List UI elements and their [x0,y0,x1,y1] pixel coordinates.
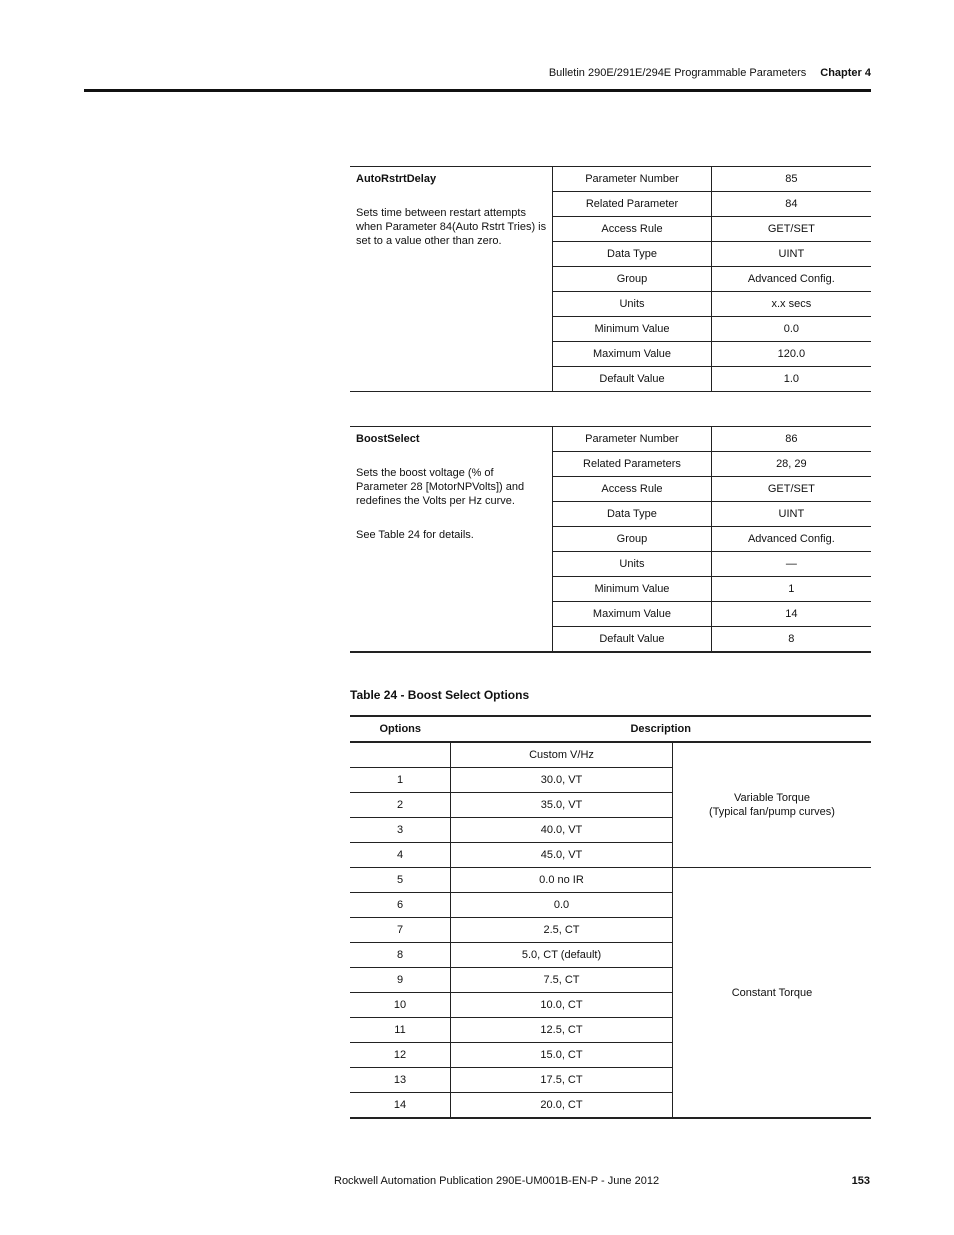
parameter-name: AutoRstrtDelay [356,173,437,185]
option-cell: 8 [350,943,451,968]
page-number: 153 [851,1175,870,1187]
group-variable-torque [673,742,872,868]
option-cell: 6 [350,893,451,918]
attribute-label: Units [553,552,712,577]
attribute-label: Data Type [553,502,712,527]
parameter-description-cell [350,427,553,653]
attribute-label: Group [553,527,712,552]
attribute-value: UINT [711,242,871,267]
running-header [549,67,871,79]
option-cell: 5 [350,868,451,893]
option-cell: 2 [350,793,451,818]
header-chapter: Chapter 4 [820,67,871,79]
subheader-cell: Custom V/Hz [451,742,673,768]
parameter-description: Sets time between restart attempts when Parameter 84(Auto Rstrt Tries) is set to a value other than zero. [356,207,547,247]
option-cell: 4 [350,843,451,868]
attribute-value: 8 [788,633,795,645]
attribute-label: Access Rule [553,217,711,242]
table-row [350,742,871,768]
attribute-value: 14 [711,602,871,627]
parameter-see-also: See Table 24 for details. [356,529,474,541]
attribute-label: Related Parameters [553,452,712,477]
attribute-label: Maximum Value [553,602,712,627]
attribute-label: Parameter Number [553,427,712,452]
value-cell: 7.5, CT [451,968,673,993]
attribute-label: Minimum Value [553,317,711,342]
parameter-description-cell [350,167,553,392]
attribute-value: 0.0 [711,317,871,342]
option-cell: 13 [350,1068,451,1093]
attribute-value: 86 [711,427,871,452]
group-label: Variable Torque [733,792,811,804]
attribute-label: Units [553,292,711,317]
group-note: (Typical fan/pump curves) [709,806,835,818]
value-cell: 10.0, CT [451,993,673,1018]
attribute-label: Access Rule [553,477,712,502]
option-cell: 7 [350,918,451,943]
attribute-value: 84 [711,192,871,217]
value-cell: 45.0, VT [451,843,673,868]
attribute-value: x.x secs [711,292,871,317]
value-cell: 2.5, CT [451,918,673,943]
attribute-label: Maximum Value [553,342,711,367]
option-cell: 10 [350,993,451,1018]
attribute-value: GET/SET [711,217,871,242]
column-header-options: Options [350,716,451,742]
attribute-label: Default Value [553,367,711,392]
value-cell: 0.0 [451,893,673,918]
option-cell: 11 [350,1018,451,1043]
attribute-value: 85 [711,167,871,192]
attribute-label: Parameter Number [553,167,711,192]
attribute-value: UINT [711,502,871,527]
attribute-label: Data Type [553,242,711,267]
attribute-value: 28, 29 [711,452,871,477]
attribute-value: Advanced Config. [711,527,871,552]
value-cell: 17.5, CT [451,1068,673,1093]
value-cell: 0.0 no IR [451,868,673,893]
parameter-name: BoostSelect [356,433,420,445]
attribute-label: Group [553,267,711,292]
table-header-row [350,716,871,742]
value-cell: 35.0, VT [451,793,673,818]
value-cell: 30.0, VT [451,768,673,793]
footer-publication: Rockwell Automation Publication 290E-UM001B-EN-P - June 2012 [334,1175,660,1187]
option-cell [350,742,451,768]
parameter-description: Sets the boost voltage (% of Parameter 28 [MotorNPVolts]) and redefines the Volts per Hz curve. [356,467,525,507]
option-cell: 1 [350,768,451,793]
option-cell: 12 [350,1043,451,1068]
attribute-value: — [711,552,871,577]
table-row [350,427,871,452]
attribute-value: GET/SET [711,477,871,502]
table-row [350,167,871,192]
attribute-value: 120.0 [711,342,871,367]
boost-select-options-table [350,715,871,1119]
parameter-85-table [350,166,871,392]
parameter-86-table [350,426,871,653]
value-cell: 15.0, CT [451,1043,673,1068]
column-header-description: Description [451,716,872,742]
attribute-value: 1.0 [783,373,799,385]
value-cell: 12.5, CT [451,1018,673,1043]
value-cell: 5.0, CT (default) [451,943,673,968]
table-row [350,868,871,893]
option-cell: 14 [350,1093,451,1119]
value-cell: 40.0, VT [451,818,673,843]
option-cell: 3 [350,818,451,843]
group-constant-torque: Constant Torque [673,868,872,1119]
header-rule [84,89,871,92]
attribute-value: 1 [711,577,871,602]
value-cell: 20.0, CT [451,1093,673,1119]
attribute-label: Related Parameter [553,192,711,217]
option-cell: 9 [350,968,451,993]
attribute-label: Minimum Value [553,577,712,602]
attribute-value: Advanced Config. [711,267,871,292]
table-caption: Table 24 - Boost Select Options [350,688,530,702]
header-title: Bulletin 290E/291E/294E Programmable Parameters [548,67,807,79]
attribute-label: Default Value [553,627,712,653]
